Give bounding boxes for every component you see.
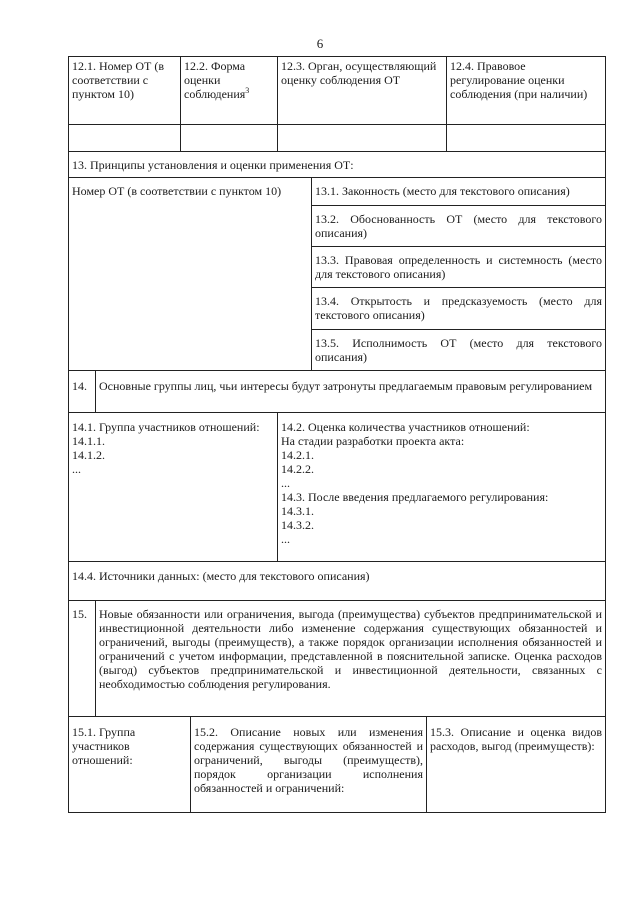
empty-cell-12-1 [68,124,181,152]
section-15-text: Новые обязанности или ограничения, выгода (преимущества) субъектов предпринимательской и инвестиционной деятельности либо изменение содержания существующих обязанностей и ограничений, выгоды (преимуществ), а также порядок организации исполнения обязанностей и ограничений с учетом информации, представленной в пояснительной записке. Оценка расходов (выгод) субъектов предпринимательской и инвестиционной деятельности, связанных с необходимостью соблюдения регулирования. [95,600,606,717]
list-item: 14.3.2. [281,518,314,532]
empty-cell-12-4 [446,124,606,152]
list-item: 14.3.1. [281,504,314,518]
page-number: 6 [316,36,324,51]
list-item: ... [281,476,290,490]
principle-13-1: 13.1. Законность (место для текстового описания) [311,177,606,206]
list-item: 14.2.1. [281,448,314,462]
footnote-ref: 3 [245,86,250,95]
empty-cell-12-2 [180,124,278,152]
group-heading: 14.1. Группа участников отношений: [72,420,260,434]
principle-13-5: 13.5. Исполнимость ОТ (место для текстового описания) [311,329,606,371]
cell-15-1: 15.1. Группа участников отношений: [68,716,191,813]
section-14-num: 14. [68,370,96,413]
cell-12-2 [180,56,278,125]
cell-12-4: 12.4. Правовое регулирование оценки соблюдения (при наличии) [446,56,606,125]
principle-13-3: 13.3. Правовая определенность и системность (место для текстового описания) [311,246,606,288]
cell-12-3: 12.3. Орган, осуществляющий оценку соблюдения ОТ [277,56,447,125]
cell-12-1: 12.1. Номер ОТ (в соответствии с пунктом 10) [68,56,181,125]
list-item: ... [281,532,290,546]
list-item: ... [72,462,81,476]
empty-cell-12-3 [277,124,447,152]
principle-13-2: 13.2. Обоснованность ОТ (место для текстового описания) [311,205,606,247]
section-14-2 [277,412,606,562]
count-heading: 14.2. Оценка количества участников отношений: [281,420,530,434]
section-14-1 [68,412,278,562]
cell-12-2-text: 12.2. Форма оценки соблюдения [184,59,246,101]
list-item: 14.1.1. [72,434,105,448]
principle-13-4: 13.4. Открытость и предсказуемость (место для текстового описания) [311,287,606,330]
list-item: 14.2.2. [281,462,314,476]
cell-15-3: 15.3. Описание и оценка видов расходов, выгод (преимуществ): [426,716,606,813]
list-item: 14.1.2. [72,448,105,462]
section-14-title: Основные группы лиц, чьи интересы будут затронуты предлагаемым правовым регулированием [95,370,606,413]
section-14-4-sources: 14.4. Источники данных: (место для текстового описания) [68,561,606,601]
cell-15-2: 15.2. Описание новых или изменения содержания существующих обязанностей и ограничений, выгоды (преимуществ), порядок организации исполнения обязанностей и ограничений: [190,716,427,813]
section-15-num: 15. [68,600,96,717]
after-heading: 14.3. После введения предлагаемого регулирования: [281,490,549,504]
stage-subheading: На стадии разработки проекта акта: [281,434,465,448]
section-13-left: Номер ОТ (в соответствии с пунктом 10) [68,177,312,371]
section-13-title: 13. Принципы установления и оценки применения ОТ: [68,151,606,178]
